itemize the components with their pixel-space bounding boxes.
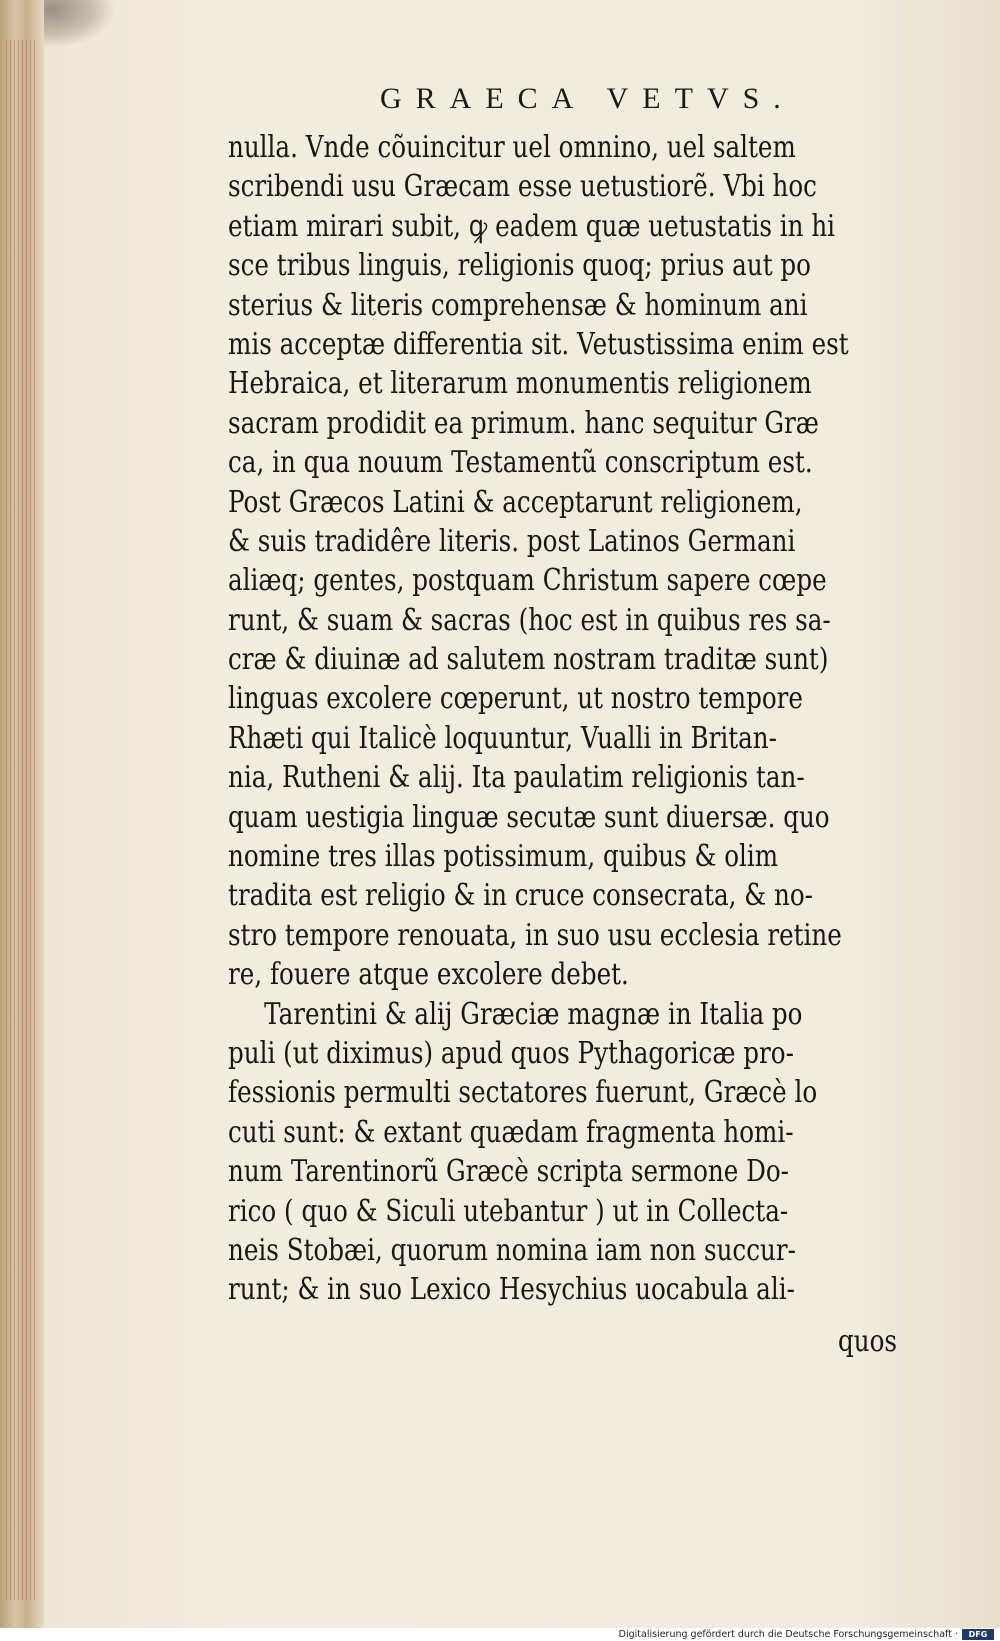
text-line: runt; & in suo Lexico Hesychius uocabula ali-: [228, 1272, 795, 1308]
text-line: Rhæti qui Italicè loquuntur, Vualli in Britan-: [228, 720, 777, 756]
dfg-logo: DFG: [962, 1629, 994, 1640]
text-line: nia, Rutheni & alij. Ita paulatim religionis tan-: [228, 760, 805, 796]
text-line: num Tarentinorũ Græcè scripta sermone Do-: [228, 1154, 789, 1190]
text-line: nulla. Vnde cõuincitur uel omnino, uel saltem: [228, 130, 796, 165]
text-line: mis acceptæ differentia sit. Vetustissima enim est: [228, 326, 849, 362]
text-line: Post Græcos Latini & acceptarunt religionem,: [228, 484, 803, 520]
text-line: Hebraica, et literarum monumentis religionem: [228, 366, 812, 402]
text-line: linguas excolere cœperunt, ut nostro tempore: [228, 681, 803, 717]
text-line: aliæq; gentes, postquam Christum sapere cœpe: [228, 563, 827, 599]
text-line: ca, in qua nouum Testamentũ conscriptum est.: [228, 445, 813, 481]
text-line: & suis tradidêre literis. post Latinos Germani: [228, 523, 796, 559]
running-head: GRAECA VETVS.: [380, 82, 795, 115]
text-line: sterius & literis comprehensæ & hominum ani: [228, 287, 808, 323]
text-line: re, fouere atque excolere debet.: [228, 957, 629, 993]
scan-corner-shadow: [44, 0, 116, 48]
text-line: cræ & diuinæ ad salutem nostram traditæ sunt): [228, 642, 829, 678]
page-edge-left: [0, 0, 44, 1628]
text-line: neis Stobæi, quorum nomina iam non succur-: [228, 1232, 796, 1268]
text-line: nomine tres illas potissimum, quibus & olim: [228, 839, 779, 875]
text-line: scribendi usu Græcam esse uetustiorẽ. Vbi hoc: [228, 169, 817, 205]
text-line: etiam mirari subit, ꝙ eadem quæ uetustatis in hi: [228, 208, 836, 244]
text-line: tradita est religio & in cruce consecrata, & no-: [228, 878, 813, 914]
body-text: [228, 128, 928, 1310]
text-line: sacram prodidit ea primum. hanc sequitur Græ: [228, 405, 819, 441]
text-line: fessionis permulti sectatores fuerunt, Græcè lo: [228, 1075, 818, 1111]
paragraph-start-line: Tarentini & alij Græciæ magnæ in Italia po: [264, 996, 803, 1032]
text-line: rico ( quo & Siculi utebantur ) ut in Collecta-: [228, 1193, 789, 1229]
text-line: quam uestigia linguæ secutæ sunt diuersæ. quo: [228, 799, 830, 835]
text-line: puli (ut diximus) apud quos Pythagoricæ pro-: [228, 1035, 794, 1071]
catchword: quos: [838, 1324, 898, 1359]
page-edge-texture: [6, 40, 38, 1600]
text-line: runt, & suam & sacras (hoc est in quibus res sa-: [228, 602, 831, 638]
digitization-credit: Digitalisierung gefördert durch die Deutsche Forschungsgemeinschaft ·: [618, 1629, 958, 1640]
text-line: cuti sunt: & extant quædam fragmenta homi-: [228, 1114, 794, 1150]
text-line: sce tribus linguis, religionis quoq; prius aut po: [228, 248, 811, 284]
text-line: stro tempore renouata, in suo usu ecclesia retine: [228, 917, 842, 953]
